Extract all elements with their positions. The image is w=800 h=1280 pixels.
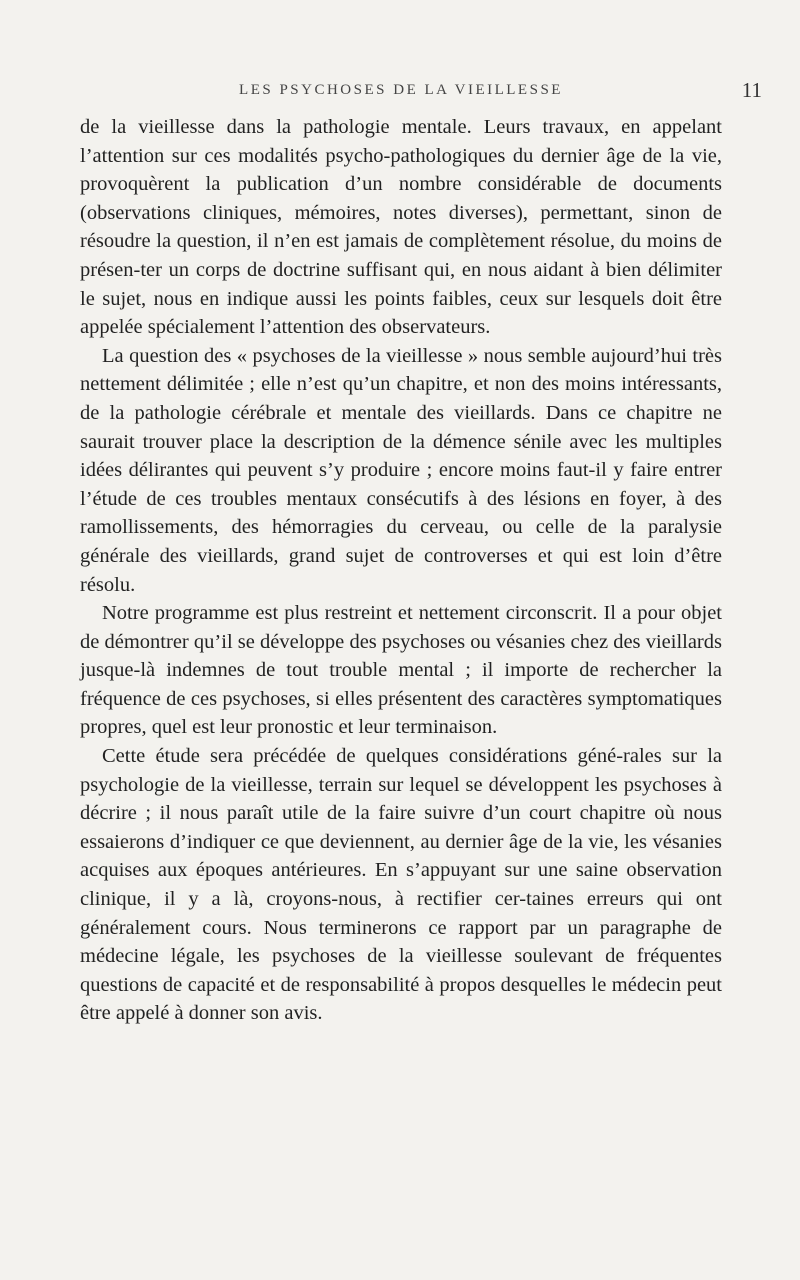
paragraph: de la vieillesse dans la pathologie mentale. Leurs travaux, en appelant l’attention sur ces modalités psycho-pathologiques du dernier âge de la vie, provoquèrent la publication d’un nombre considérable de documents (observations cliniques, mémoires, notes diverses), permettant, sinon de résoudre la question, il n’en est jamais de complètement résolue, du moins de présen-ter un corps de doctrine suffisant qui, en nous aidant à bien délimiter le sujet, nous en indique aussi les points faibles, ceux sur lesquels doit être appelée spécialement l’attention des observateurs. xyxy=(80,116,722,339)
running-title: LES PSYCHOSES DE LA VIEILLESSE xyxy=(239,82,563,98)
paragraph: Cette étude sera précédée de quelques considérations géné-rales sur la psychologie de la vieillesse, terrain sur lequel se développent les psychoses à décrire ; il nous paraît utile de la faire suivre d’un court chapitre où nous essaierons d’indiquer ce que deviennent, au dernier âge de la vie, les vésanies acquises aux époques antérieures. En s’appuyant sur une saine observation clinique, il y a là, croyons-nous, à rectifier cer-taines erreurs qui ont généralement cours. Nous terminerons ce rapport par un paragraphe de médecine légale, les psychoses de la vieillesse soulevant de fréquentes questions de capacité et de responsabilité à propos desquelles le médecin peut être appelé à donner son avis. xyxy=(80,745,722,1025)
paragraph: La question des « psychoses de la vieillesse » nous semble aujourd’hui très nettement délimitée ; elle n’est qu’un chapitre, et non des moins intéressants, de la pathologie cérébrale et mentale des vieillards. Dans ce chapitre ne saurait trouver place la description de la démence sénile avec les multiples idées délirantes qui peuvent s’y produire ; encore moins faut-il y faire entrer l’étude de ces troubles mentaux consécutifs à des lésions en foyer, à des ramollissements, des hémorragies du cerveau, ou celle de la paralysie générale des vieillards, grand sujet de controverses et qui est loin d’être résolu. xyxy=(80,344,722,596)
paragraph: Notre programme est plus restreint et nettement circonscrit. Il a pour objet de démontrer qu’il se développe des psychoses ou vésanies chez des vieillards jusque-là indemnes de tout trouble mental ; il importe de rechercher la fréquence de ces psychoses, si elles présentent des caractères symptomatiques propres, quel est leur pronostic et leur terminaison. xyxy=(80,602,722,739)
running-head xyxy=(80,78,762,110)
body-text xyxy=(80,113,722,1028)
page-number: 11 xyxy=(741,78,762,102)
